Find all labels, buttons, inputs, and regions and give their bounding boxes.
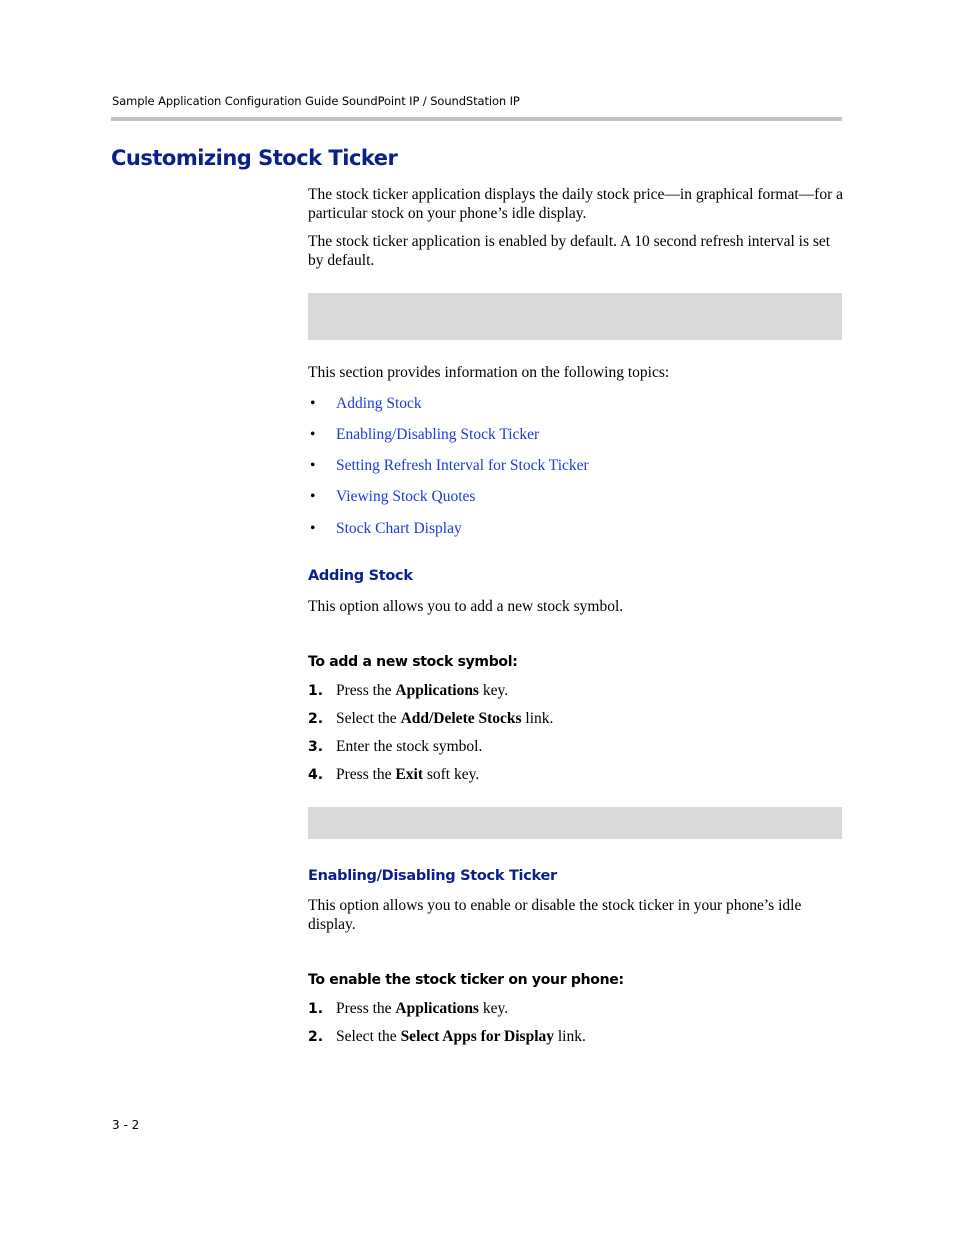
step-number: 2. [308, 1029, 324, 1045]
topic-link-viewing-quotes[interactable]: Viewing Stock Quotes [336, 488, 476, 505]
topic-link-refresh-interval[interactable]: Setting Refresh Interval for Stock Ticker [336, 457, 589, 474]
step-text: Press the Applications key. [336, 682, 509, 699]
step-text: Enter the stock symbol. [336, 738, 483, 755]
header-rule [111, 117, 842, 121]
step-number: 3. [308, 739, 324, 755]
note-box [308, 293, 842, 340]
step-number: 4. [308, 767, 324, 783]
bullet: • [310, 395, 316, 412]
topic-link-enabling-disabling[interactable]: Enabling/Disabling Stock Ticker [336, 426, 540, 443]
enabling-heading: Enabling/Disabling Stock Ticker [308, 868, 557, 884]
adding-stock-description: This option allows you to add a new stock symbol. [308, 598, 624, 615]
step-text: Press the Exit soft key. [336, 766, 480, 783]
bullet: • [310, 520, 316, 537]
running-header: Sample Application Configuration Guide SoundPoint IP / SoundStation IP [112, 94, 520, 108]
bullet: • [310, 488, 316, 505]
add-stock-procedure-title: To add a new stock symbol: [308, 654, 518, 670]
adding-stock-heading: Adding Stock [308, 568, 413, 584]
step-number: 1. [308, 1001, 324, 1017]
step-number: 1. [308, 683, 324, 699]
intro-paragraph-1: The stock ticker application displays the daily stock price—in graphical format—for a particular stock on your phone’s idle display. [308, 186, 844, 222]
step-text: Press the Applications key. [336, 1000, 509, 1017]
intro-paragraph-2: The stock ticker application is enabled by default. A 10 second refresh interval is set by default. [308, 233, 831, 269]
bullet: • [310, 426, 316, 443]
step-text: Select the Select Apps for Display link. [336, 1028, 586, 1045]
bullet: • [310, 457, 316, 474]
enabling-description: This option allows you to enable or disable the stock ticker in your phone’s idle display. [308, 897, 802, 933]
topics-intro: This section provides information on the following topics: [308, 364, 670, 381]
topic-link-adding-stock[interactable]: Adding Stock [336, 395, 422, 412]
note-box [308, 807, 842, 839]
section-title: Customizing Stock Ticker [111, 146, 398, 170]
step-text: Select the Add/Delete Stocks link. [336, 710, 554, 727]
step-number: 2. [308, 711, 324, 727]
page-number: 3 - 2 [112, 1118, 140, 1132]
enable-procedure-title: To enable the stock ticker on your phone: [308, 972, 624, 988]
topic-link-chart-display[interactable]: Stock Chart Display [336, 520, 462, 537]
